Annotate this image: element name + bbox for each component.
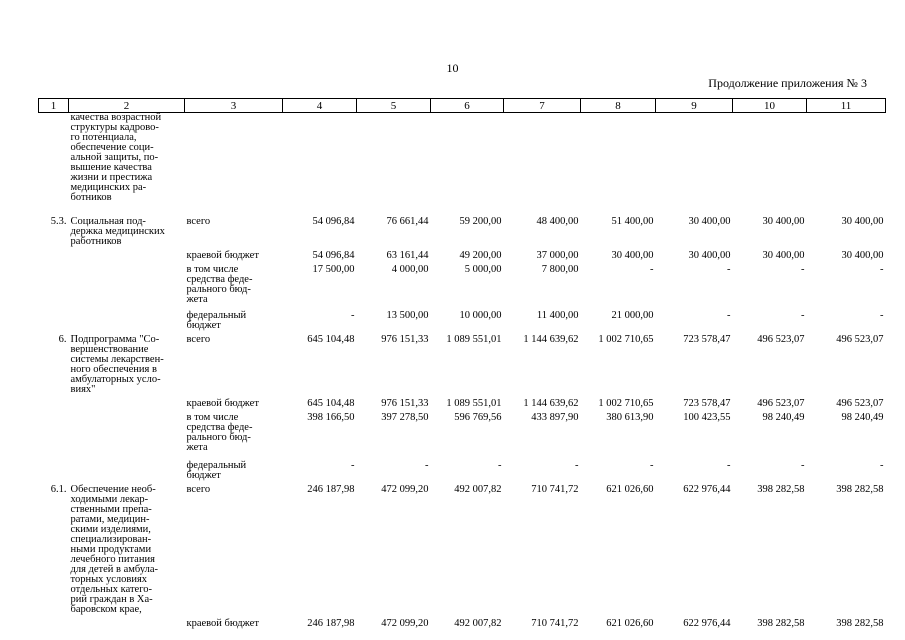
value-cell: 472 099,20	[381, 618, 429, 629]
funding-table	[38, 98, 886, 633]
row-number-cell	[39, 461, 69, 485]
value-cell: 976 151,33	[381, 334, 429, 345]
value-cell: 496 523,07	[836, 334, 884, 345]
value-cell: 30 400,00	[762, 216, 805, 227]
column-header: 3	[185, 99, 283, 113]
value-cell: 10 000,00	[459, 310, 502, 321]
column-header: 5	[357, 99, 431, 113]
row-number-cell	[39, 399, 69, 413]
value-cell: 645 104,48	[307, 398, 355, 409]
value-cell	[431, 113, 504, 218]
value-cell: 1 002 710,65	[598, 334, 654, 345]
value-cell: 496 523,07	[757, 398, 805, 409]
value-cell: 54 096,84	[312, 250, 355, 261]
value-cell	[504, 113, 581, 218]
column-header: 9	[656, 99, 733, 113]
funding-source-cell: в том числе средства феде- рального бюд- жета	[186, 264, 253, 305]
item-name-cell	[69, 413, 185, 461]
column-header: 10	[733, 99, 807, 113]
value-cell: 1 089 551,01	[446, 398, 502, 409]
row-number-cell	[39, 619, 69, 633]
table-body	[39, 113, 886, 634]
item-name-cell	[69, 461, 185, 485]
column-number-header-row	[39, 99, 886, 113]
value-cell: 37 000,00	[536, 250, 579, 261]
value-cell: 433 897,90	[531, 412, 579, 423]
table-row	[39, 399, 886, 413]
value-cell	[357, 113, 431, 218]
value-cell: 1 089 551,01	[446, 334, 502, 345]
value-cell: 30 400,00	[688, 250, 731, 261]
value-cell: 63 161,44	[386, 250, 429, 261]
value-cell: 622 976,44	[683, 618, 731, 629]
column-header: 2	[69, 99, 185, 113]
value-cell: 398 282,58	[836, 484, 884, 495]
row-number-cell	[39, 311, 69, 335]
value-cell: -	[351, 460, 355, 471]
table-row	[39, 251, 886, 265]
value-cell: -	[880, 310, 884, 321]
value-cell: 30 400,00	[841, 250, 884, 261]
funding-source-cell	[185, 113, 283, 218]
value-cell: -	[351, 310, 355, 321]
value-cell: 98 240,49	[841, 412, 884, 423]
value-cell: 30 400,00	[841, 216, 884, 227]
value-cell: 723 578,47	[683, 398, 731, 409]
value-cell: 48 400,00	[536, 216, 579, 227]
value-cell	[733, 113, 807, 218]
value-cell: 596 769,56	[454, 412, 502, 423]
value-cell: 1 144 639,62	[523, 334, 579, 345]
value-cell: 496 523,07	[757, 334, 805, 345]
funding-source-cell: всего	[186, 334, 211, 345]
item-name-cell	[69, 619, 185, 633]
value-cell: 51 400,00	[611, 216, 654, 227]
item-name-cell	[69, 265, 185, 311]
value-cell: 100 423,55	[683, 412, 731, 423]
value-cell: 1 002 710,65	[598, 398, 654, 409]
column-header: 1	[39, 99, 69, 113]
funding-source-cell: федеральный бюджет	[186, 310, 247, 331]
value-cell: -	[880, 264, 884, 275]
value-cell: 621 026,60	[606, 618, 654, 629]
item-name-cell: качества возрастной структуры кадрово- го потенциала, обеспечение соци- альной защиты, по- вышение качества жизни и престижа медицинских ра- ботников	[70, 112, 162, 203]
value-cell: 976 151,33	[381, 398, 429, 409]
funding-source-cell: федеральный бюджет	[186, 460, 247, 481]
value-cell: 246 187,98	[307, 484, 355, 495]
value-cell: 30 400,00	[762, 250, 805, 261]
funding-source-cell: в том числе средства феде- рального бюд- жета	[186, 412, 253, 453]
value-cell: -	[498, 460, 502, 471]
value-cell	[807, 113, 886, 218]
item-name-cell: Подпрограмма "Со- вершенствование системы лекарствен- ного обеспечения в амбулаторных усло- виях"	[70, 334, 164, 395]
table-row	[39, 113, 886, 218]
row-number-cell	[39, 265, 69, 311]
row-number-cell	[39, 413, 69, 461]
page-number: 10	[446, 61, 459, 75]
value-cell: 397 278,50	[381, 412, 429, 423]
table-row	[39, 413, 886, 461]
value-cell: 398 282,58	[757, 618, 805, 629]
table-row	[39, 485, 886, 619]
item-name-cell	[69, 311, 185, 335]
value-cell: 621 026,60	[606, 484, 654, 495]
column-header: 7	[504, 99, 581, 113]
value-cell: 98 240,49	[762, 412, 805, 423]
value-cell: -	[801, 460, 805, 471]
value-cell: -	[727, 264, 731, 275]
value-cell: 398 166,50	[307, 412, 355, 423]
value-cell: -	[880, 460, 884, 471]
value-cell: 398 282,58	[836, 618, 884, 629]
value-cell: 30 400,00	[611, 250, 654, 261]
item-name-cell	[69, 251, 185, 265]
value-cell: 7 800,00	[541, 264, 579, 275]
value-cell: 723 578,47	[683, 334, 731, 345]
value-cell: 54 096,84	[312, 216, 355, 227]
table-row	[39, 619, 886, 633]
value-cell: -	[727, 310, 731, 321]
value-cell: -	[727, 460, 731, 471]
funding-source-cell: краевой бюджет	[186, 398, 259, 409]
row-number-cell: 5.3.	[50, 216, 67, 227]
item-name-cell: Обеспечение необ- ходимыми лекар- ственными препа- ратами, медицин- скими изделиями, специализирован- ными продуктами лечебного питания для детей в амбула- торных условиях отдельных катего- рий граждан в Ха- баровском крае,	[70, 484, 159, 615]
value-cell: 76 661,44	[386, 216, 429, 227]
value-cell: 4 000,00	[391, 264, 429, 275]
row-number-cell: 6.	[58, 334, 67, 345]
value-cell: 30 400,00	[688, 216, 731, 227]
table-row	[39, 311, 886, 335]
value-cell: 492 007,82	[454, 484, 502, 495]
funding-source-cell: всего	[186, 484, 211, 495]
value-cell: -	[801, 310, 805, 321]
value-cell: -	[425, 460, 429, 471]
value-cell: -	[801, 264, 805, 275]
value-cell: 496 523,07	[836, 398, 884, 409]
value-cell	[283, 113, 357, 218]
funding-source-cell: краевой бюджет	[186, 618, 259, 629]
value-cell: 645 104,48	[307, 334, 355, 345]
table-row	[39, 265, 886, 311]
value-cell: 59 200,00	[459, 216, 502, 227]
value-cell: 1 144 639,62	[523, 398, 579, 409]
value-cell: 622 976,44	[683, 484, 731, 495]
value-cell: 472 099,20	[381, 484, 429, 495]
value-cell: 398 282,58	[757, 484, 805, 495]
column-header: 8	[581, 99, 656, 113]
value-cell: 5 000,00	[464, 264, 502, 275]
item-name-cell	[69, 399, 185, 413]
value-cell: 492 007,82	[454, 618, 502, 629]
funding-source-cell: всего	[186, 216, 211, 227]
column-header: 11	[807, 99, 886, 113]
row-number-cell: 6.1.	[50, 484, 67, 495]
value-cell: 710 741,72	[531, 618, 579, 629]
value-cell: 11 400,00	[536, 310, 579, 321]
value-cell: 49 200,00	[459, 250, 502, 261]
value-cell: 246 187,98	[307, 618, 355, 629]
table-row	[39, 461, 886, 485]
value-cell: -	[650, 460, 654, 471]
continuation-caption: Продолжение приложения № 3	[708, 76, 867, 90]
table-row	[39, 217, 886, 251]
value-cell: 21 000,00	[611, 310, 654, 321]
item-name-cell: Социальная под- держка медицинских работников	[70, 216, 165, 247]
value-cell: 380 613,90	[606, 412, 654, 423]
value-cell	[581, 113, 656, 218]
value-cell: 13 500,00	[386, 310, 429, 321]
value-cell: -	[650, 264, 654, 275]
funding-source-cell: краевой бюджет	[186, 250, 259, 261]
value-cell: 710 741,72	[531, 484, 579, 495]
table-row	[39, 335, 886, 399]
value-cell	[656, 113, 733, 218]
row-number-cell	[39, 251, 69, 265]
column-header: 6	[431, 99, 504, 113]
value-cell: 17 500,00	[312, 264, 355, 275]
value-cell: -	[575, 460, 579, 471]
row-number-cell	[39, 113, 69, 218]
column-header: 4	[283, 99, 357, 113]
